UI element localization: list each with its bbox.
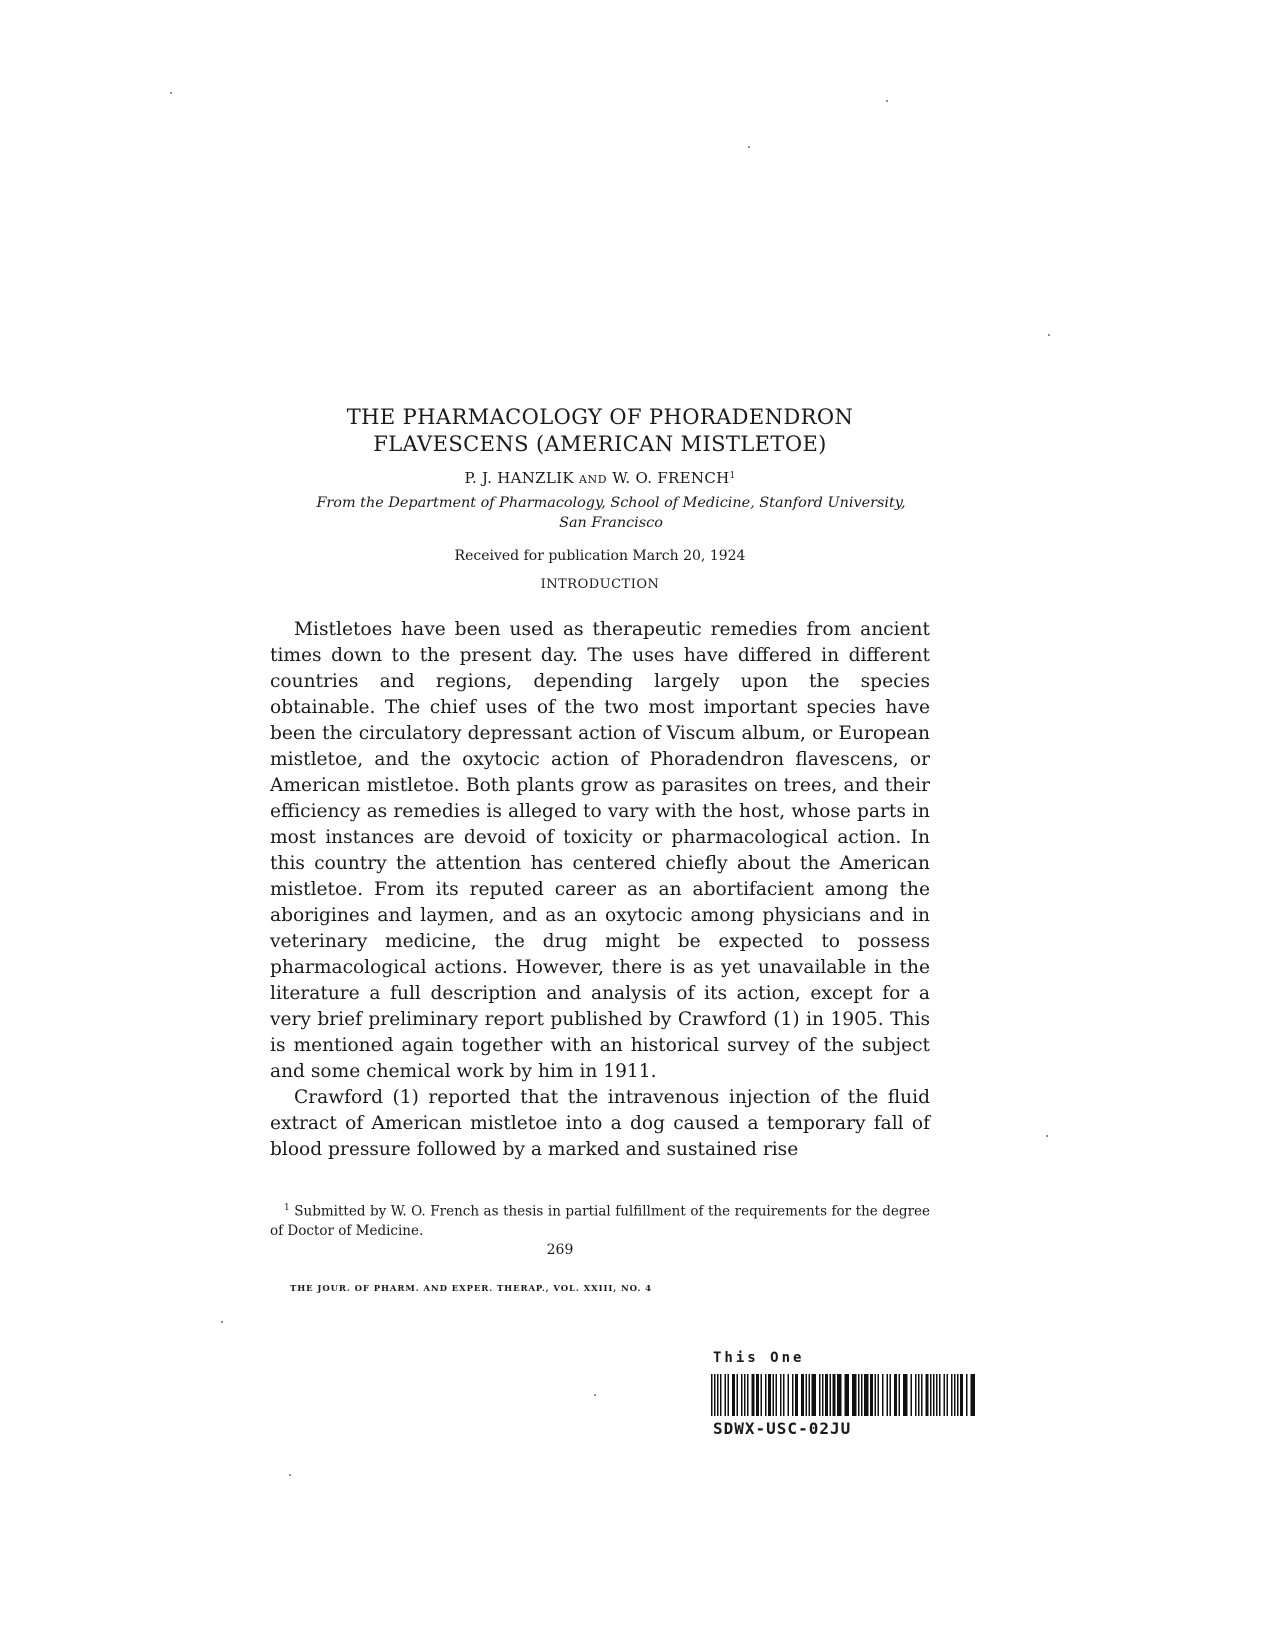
barcode-bar <box>852 1374 857 1416</box>
barcode-bar <box>761 1374 763 1416</box>
affiliation-line-2: San Francisco <box>559 515 663 531</box>
title-line-1: THE PHARMACOLOGY OF PHORADENDRON <box>346 405 854 429</box>
barcode-bar <box>911 1374 913 1416</box>
stamp-label: This One <box>713 1350 805 1366</box>
barcode-bar <box>825 1374 828 1416</box>
barcode-bar <box>732 1374 735 1416</box>
barcode-bar <box>714 1374 716 1416</box>
barcode-bar <box>720 1374 722 1416</box>
page-number: 269 <box>546 1242 574 1258</box>
barcode-bar <box>833 1374 836 1416</box>
barcode-bar <box>936 1374 938 1416</box>
barcode-bar <box>780 1374 782 1416</box>
barcode-bar <box>951 1374 953 1416</box>
barcode-text: SDWX-USC-02JU <box>713 1419 852 1438</box>
scan-speck <box>1048 334 1050 336</box>
barcode-bar <box>795 1374 798 1416</box>
barcode-bar <box>809 1374 811 1416</box>
barcode-bar <box>894 1374 897 1416</box>
barcode-bar <box>788 1374 790 1416</box>
barcode-bar <box>890 1374 892 1416</box>
barcode-bar <box>792 1374 794 1416</box>
barcode-bar <box>921 1374 923 1416</box>
journal-citation: THE JOUR. OF PHARM. AND EXPER. THERAP., VOL. XXIII, NO. 4 <box>290 1284 652 1294</box>
barcode-bar <box>954 1374 956 1416</box>
scan-speck <box>594 1394 596 1396</box>
barcode-bar <box>915 1374 917 1416</box>
barcode-bar <box>875 1374 877 1416</box>
footnote-text: Submitted by W. O. French as thesis in partial fulfillment of the requirements for the degree of Doctor of Medicine. <box>270 1203 930 1239</box>
barcode-bar <box>858 1374 860 1416</box>
barcode-bar <box>728 1374 730 1416</box>
barcode-bar <box>939 1374 941 1416</box>
scan-speck <box>748 146 750 148</box>
paragraph: Crawford (1) reported that the intravenous injection of the fluid extract of American mistletoe into a dog caused a temporary fall of blood pressure followed by a marked and sustained rise <box>270 1087 930 1160</box>
barcode-bar <box>830 1374 832 1416</box>
barcode-bar <box>947 1374 949 1416</box>
barcode-bar <box>737 1374 739 1416</box>
barcode-bar <box>971 1374 976 1416</box>
barcode-bar <box>812 1374 817 1416</box>
affiliation <box>270 493 952 533</box>
author-line <box>270 468 930 490</box>
scan-speck <box>221 1321 223 1323</box>
barcode-bar <box>926 1374 929 1416</box>
author-conjunction: AND <box>578 473 608 486</box>
barcode-bar <box>747 1374 749 1416</box>
barcode-bar <box>960 1374 963 1416</box>
barcode-bar <box>882 1374 884 1416</box>
barcode-bar <box>801 1374 804 1416</box>
barcode-bar <box>966 1374 968 1416</box>
scan-speck <box>1046 1135 1048 1137</box>
footnote-mark: 1 <box>284 1203 290 1213</box>
barcode-bar <box>822 1374 824 1416</box>
scan-speck <box>886 100 888 102</box>
scan-speck <box>170 92 172 94</box>
barcode-bar <box>864 1374 869 1416</box>
author-first: P. J. HANZLIK <box>464 469 574 487</box>
barcode-bar <box>845 1374 850 1416</box>
barcode-bar <box>725 1374 727 1416</box>
barcode-bar <box>765 1374 767 1416</box>
author-second: W. O. FRENCH <box>612 469 730 487</box>
body-text <box>270 617 930 1163</box>
author-footnote-mark: 1 <box>729 471 736 481</box>
barcode-bar <box>870 1374 873 1416</box>
scan-speck <box>289 1474 291 1476</box>
barcode-bar <box>903 1374 908 1416</box>
section-heading: INTRODUCTION <box>540 577 660 592</box>
barcode-bar <box>930 1374 932 1416</box>
barcode-bar <box>717 1374 719 1416</box>
barcode-bar <box>944 1374 946 1416</box>
barcode-bar <box>783 1374 785 1416</box>
barcode-bar <box>887 1374 889 1416</box>
paragraph: Mistletoes have been used as therapeutic remedies from ancient times down to the present day. The uses have differed in different countries and regions, depending largely upon the species obtainable. The chief uses of the two most important species have been the circulatory depressant action of Viscum album, or European mistletoe, and the oxytocic action of Phoradendron flavescens, or American mistletoe. Both plants grow as parasites on trees, and their efficiency as remedies is alleged to vary with the host, whose parts in most instances are devoid of toxicity or pharmacological action. In this country the attention has centered chiefly about the American mistletoe. From its reputed career as an abortifacient among the aborigines and laymen, and as an oxytocic among physicians and in veterinary medicine, the drug might be expected to possess pharmacological actions. However, there is as yet unavailable in the literature a full description and analysis of its action, except for a very brief preliminary report published by Crawford (1) in 1905. This is mentioned again together with an historical survey of the subject and some chemical work by him in 1911. <box>270 619 930 1082</box>
footnote <box>270 1199 930 1241</box>
barcode-bar <box>837 1374 842 1416</box>
barcode-bar <box>861 1374 863 1416</box>
barcode-image <box>711 1374 975 1416</box>
barcode-bar <box>806 1374 808 1416</box>
barcode-bar <box>773 1374 775 1416</box>
affiliation-line-1: From the Department of Pharmacology, School of Medicine, Stanford University, <box>316 495 906 511</box>
barcode-bar <box>957 1374 959 1416</box>
article-title <box>270 404 930 458</box>
received-date: Received for publication March 20, 1924 <box>454 548 746 564</box>
barcode-bar <box>918 1374 920 1416</box>
barcode-bar <box>899 1374 901 1416</box>
barcode-bar <box>711 1374 713 1416</box>
barcode-bar <box>819 1374 821 1416</box>
barcode-bar <box>768 1374 771 1416</box>
barcode-bar <box>776 1374 778 1416</box>
barcode-bar <box>744 1374 746 1416</box>
barcode-bar <box>878 1374 880 1416</box>
barcode-bar <box>752 1374 755 1416</box>
barcode-bar <box>756 1374 759 1416</box>
title-line-2: FLAVESCENS (AMERICAN MISTLETOE) <box>373 432 827 456</box>
barcode-bar <box>741 1374 743 1416</box>
barcode-bar <box>933 1374 935 1416</box>
